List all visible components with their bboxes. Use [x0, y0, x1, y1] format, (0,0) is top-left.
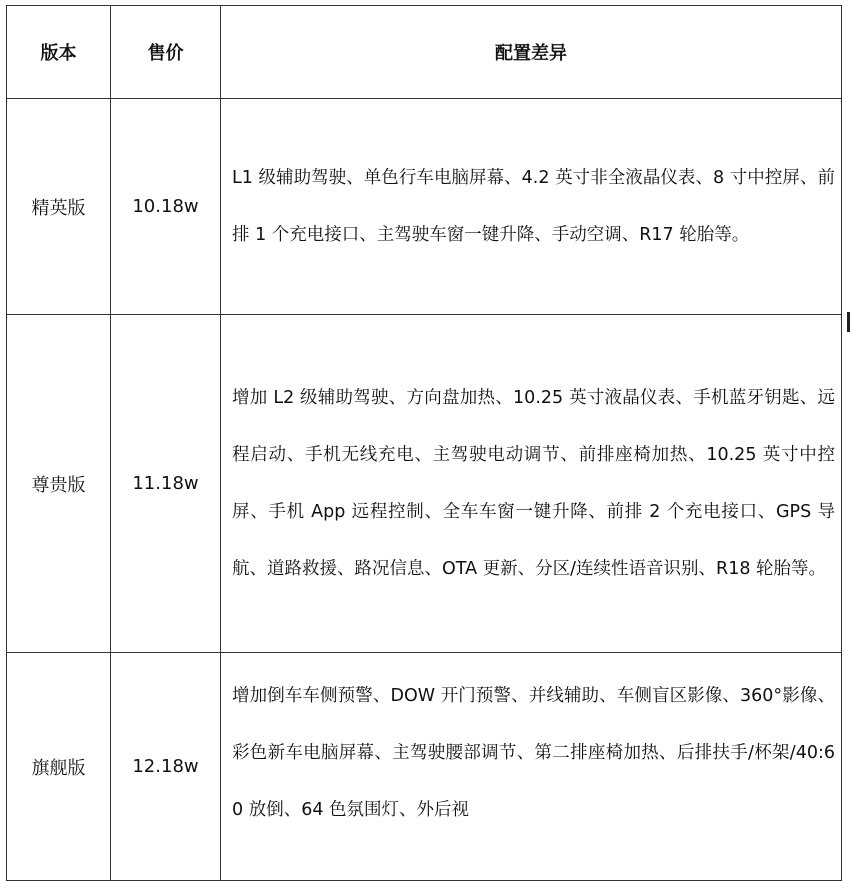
row-version: 精英版 — [7, 99, 111, 315]
table-header-row — [7, 6, 842, 99]
header-config-diff: 配置差异 — [221, 6, 842, 99]
table-row — [7, 99, 842, 315]
edge-marker — [847, 312, 850, 332]
row-config: 增加倒车车侧预警、DOW 开门预警、并线辅助、车侧盲区影像、360°影像、彩色新车电脑屏幕、主驾驶腰部调节、第二排座椅加热、后排扶手/杯架/40:60 放倒、64 色氛围灯、外后视 — [221, 653, 842, 881]
row-price: 10.18w — [111, 99, 221, 315]
row-price: 12.18w — [111, 653, 221, 881]
table-row — [7, 315, 842, 653]
header-price: 售价 — [111, 6, 221, 99]
row-version: 旗舰版 — [7, 653, 111, 881]
table-row — [7, 653, 842, 881]
trim-comparison-table — [6, 5, 842, 881]
row-version: 尊贵版 — [7, 315, 111, 653]
row-price: 11.18w — [111, 315, 221, 653]
row-config: 增加 L2 级辅助驾驶、方向盘加热、10.25 英寸液晶仪表、手机蓝牙钥匙、远程启动、手机无线充电、主驾驶电动调节、前排座椅加热、10.25 英寸中控屏、手机 App 远程控制、全车车窗一键升降、前排 2 个充电接口、GPS 导航、道路救援、路况信息、OTA 更新、分区/连续性语音识别、R18 轮胎等。 — [221, 315, 842, 653]
header-version: 版本 — [7, 6, 111, 99]
row-config: L1 级辅助驾驶、单色行车电脑屏幕、4.2 英寸非全液晶仪表、8 寸中控屏、前排 1 个充电接口、主驾驶车窗一键升降、手动空调、R17 轮胎等。 — [221, 99, 842, 315]
